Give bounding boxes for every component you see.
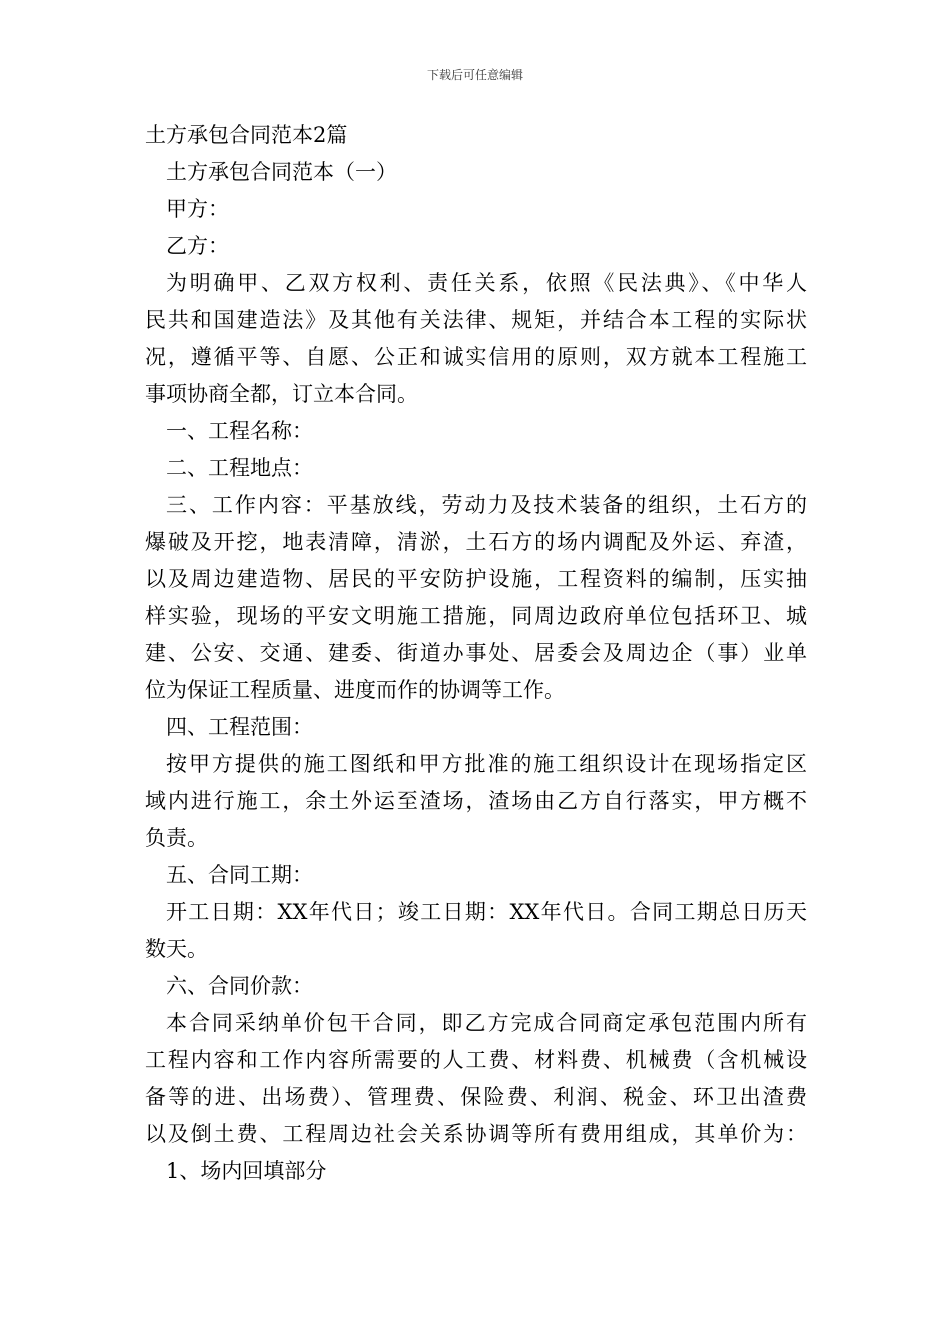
paragraph-line: 备等的进、出场费）、管理费、保险费、利润、税金、环卫出渣费 [145,1085,807,1109]
list-item: 1、场内回填部分 [166,1159,327,1183]
clause-heading: 六、合同价款： [166,974,313,998]
paragraph-line: 数天。 [145,937,208,961]
paragraph-line: 况，遵循平等、自愿、公正和诚实信用的原则，双方就本工程施工 [145,345,807,369]
paragraph-line: 以及倒土费、工程周边社会关系协调等所有费用组成，其单价为： [145,1122,807,1146]
clause-heading: 五、合同工期： [166,863,313,887]
paragraph-line: 民共和国建造法》及其他有关法律、规矩，并结合本工程的实际状 [145,308,807,332]
paragraph-line: 位为保证工程质量、进度而作的协调等工作。 [145,678,565,702]
paragraph-line: 按甲方提供的施工图纸和甲方批准的施工组织设计在现场指定区 [166,752,807,776]
paragraph-line: 本合同采纳单价包干合同，即乙方完成合同商定承包范围内所有 [166,1011,807,1035]
party-a-label: 甲方： [166,197,229,221]
document-body [145,117,807,1190]
paragraph-line: 事项协商全都，订立本合同。 [145,382,418,406]
paragraph-line: 开工日期：XX年代日；竣工日期：XX年代日。合同工期总日历天 [166,900,807,924]
paragraph-line: 为明确甲、乙双方权利、责任关系，依照《民法典》、《中华人 [166,271,807,295]
paragraph-line: 负责。 [145,826,208,850]
paragraph-line: 域内进行施工，余土外运至渣场，渣场由乙方自行落实，甲方概不 [145,789,807,813]
paragraph-line: 以及周边建造物、居民的平安防护设施，工程资料的编制，压实抽 [145,567,807,591]
paragraph-line: 建、公安、交通、建委、街道办事处、居委会及周边企（事）业单 [145,641,807,665]
paragraph-line: 三、工作内容：平基放线，劳动力及技术装备的组织，土石方的 [166,493,807,517]
section-title: 土方承包合同范本（一） [166,160,397,184]
party-b-label: 乙方： [166,234,229,258]
paragraph-line: 工程内容和工作内容所需要的人工费、材料费、机械费（含机械设 [145,1048,807,1072]
document-title: 土方承包合同范本2篇 [145,123,348,147]
paragraph-line: 样实验，现场的平安文明施工措施，同周边政府单位包括环卫、城 [145,604,807,628]
clause-heading: 一、工程名称： [166,419,313,443]
page-header-note: 下载后可任意编辑 [426,68,523,82]
paragraph-line: 爆破及开挖，地表清障，清淤，土石方的场内调配及外运、弃渣， [145,530,807,554]
clause-heading: 四、工程范围： [166,715,313,739]
clause-heading: 二、工程地点： [166,456,313,480]
